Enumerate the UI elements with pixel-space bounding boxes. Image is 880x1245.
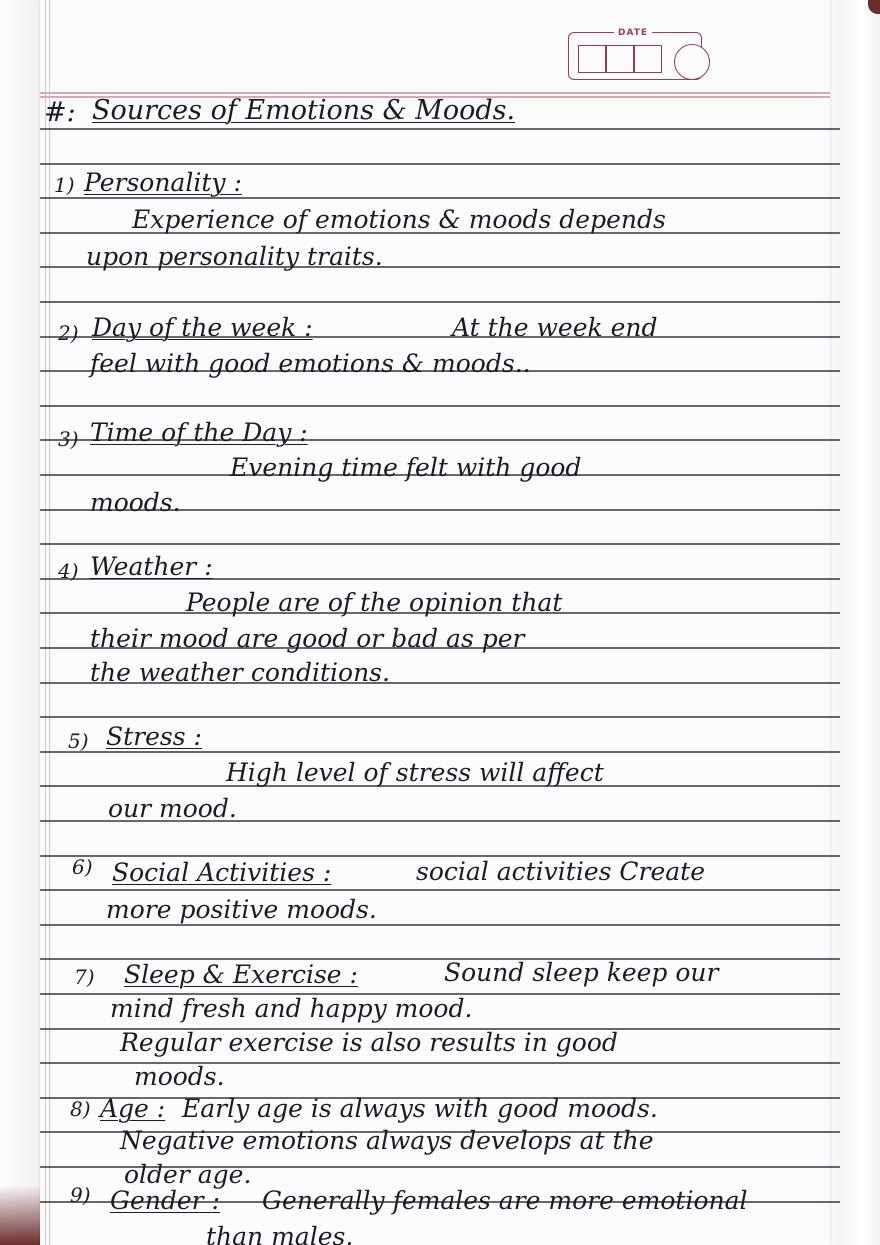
page-corner-shadow [0,1185,40,1245]
section-text: older age. [124,1160,252,1189]
section-heading: Age : [100,1094,166,1123]
date-cell [578,45,606,73]
section-number: 8) [70,1097,91,1121]
date-cell [606,45,634,73]
section-text: feel with good emotions & moods.. [90,349,531,378]
page-left-edge [0,0,40,1245]
section-text: Experience of emotions & moods depends [132,205,666,234]
section-number: 7) [74,965,95,989]
section-text: Generally females are more emotional [262,1186,748,1215]
section-number: 3) [58,427,79,451]
date-cell [634,45,662,73]
ruled-line [40,301,840,303]
ruled-line [40,163,840,165]
binding-corner [868,0,880,14]
date-label: DATE [614,28,652,38]
section-text: our mood. [108,794,237,823]
section-number: 2) [58,321,79,345]
section-text: social activities Create [416,857,706,886]
section-text: moods. [134,1062,225,1091]
section-heading: Day of the week : [92,313,313,342]
ruled-line [40,543,840,545]
section-text: the weather conditions. [90,658,390,687]
section-text: At the week end [452,313,658,342]
section-text: Early age is always with good moods. [182,1094,658,1123]
section-number: 6) [72,855,93,879]
section-text: their mood are good or bad as per [90,624,525,653]
section-text: Sound sleep keep our [444,958,719,987]
ruled-line [40,889,840,891]
section-heading: Sleep & Exercise : [124,960,358,989]
section-text: People are of the opinion that [186,588,563,617]
section-text: High level of stress will affect [226,758,604,787]
section-number: 5) [68,729,89,753]
section-text: mind fresh and happy mood. [110,994,473,1023]
section-text: Evening time felt with good [230,453,582,482]
margin-line [49,0,50,1245]
title-mark: #: [44,97,76,128]
section-heading: Personality : [84,168,242,197]
section-heading: Gender : [110,1186,220,1215]
section-text: moods. [90,488,181,517]
date-circle [674,44,710,80]
section-number: 4) [58,559,79,583]
section-heading: Stress : [106,722,202,751]
ruled-line [40,405,840,407]
page-title: Sources of Emotions & Moods. [92,95,516,126]
section-text: Negative emotions always develops at the [120,1126,654,1155]
date-box [568,28,710,84]
ruled-line [40,128,840,130]
section-number: 9) [70,1183,91,1207]
section-text: Regular exercise is also results in good [120,1028,618,1057]
section-text: than males. [206,1222,354,1245]
header-rule [40,92,830,94]
section-text: more positive moods. [106,895,377,924]
ruled-line [40,716,840,718]
margin-line [45,0,46,1245]
section-text: upon personality traits. [86,242,383,271]
page-right-edge [838,0,880,1245]
section-heading: Social Activities : [112,858,332,887]
section-heading: Time of the Day : [90,418,308,447]
section-heading: Weather : [90,552,213,581]
section-number: 1) [54,173,75,197]
